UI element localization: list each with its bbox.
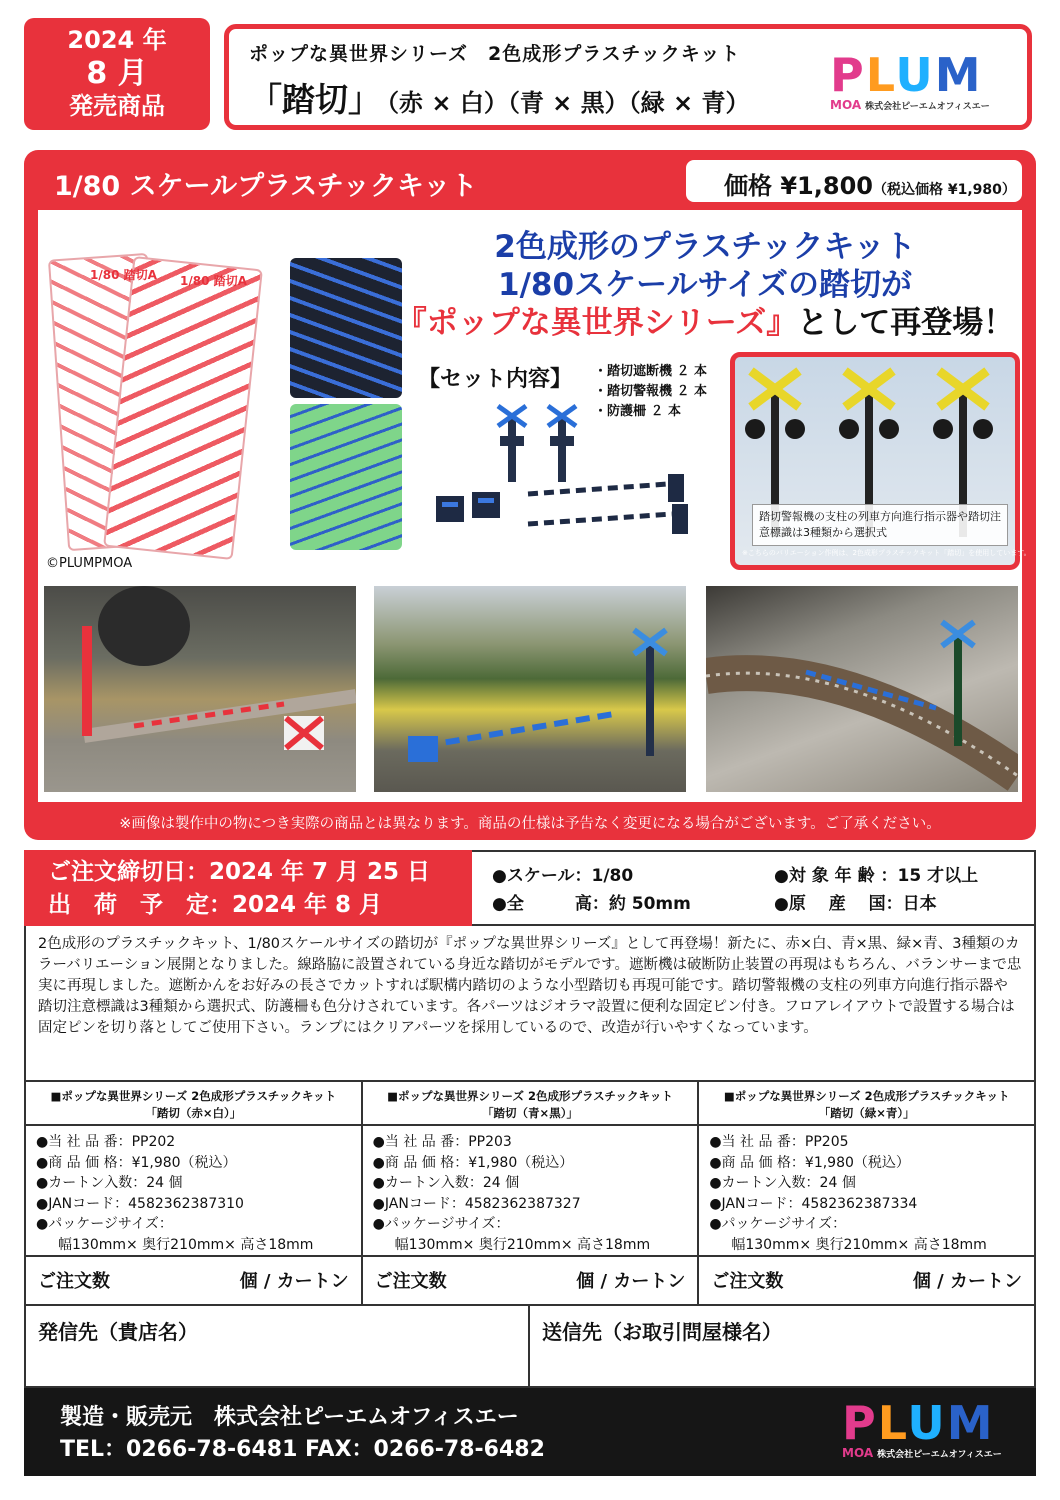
product-column-red-white xyxy=(26,1082,363,1304)
crossing-gate-icon xyxy=(528,474,688,534)
product-description: 2色成形のプラスチックキット、1/80スケールサイズの踏切が『ポップな異世界シリーズ』として再登場！新たに、赤×白、青×黒、緑×青、3種類のカラーバリエーション展開となりました。線路脇に設置されている身近な踏切がモデルです。遮断機は破断防止装置の再現はもちろん、バランサーまで忠実に再現しました。遮断かんをお好みの長さでカットすれば駅構内踏切のような小型踏切も再現可能です。踏切警報機の支柱の列車方向進行指示器や踏切注意標識は3種類から選択式、防護柵も色分けされています。各パーツはジオラマ設置に便利な固定ピン付き。フロアレイアウトで設置する場合は固定ピンを切り落としてご使用下さい。ランプにはクリアパーツを採用しているので、改造が行いやすくなっています。 xyxy=(24,926,1036,1082)
price-tax: （税込価格 ¥1,980） xyxy=(872,182,1016,198)
product-price: ●商 品 価 格：¥1,980（税込） xyxy=(709,1154,910,1171)
release-year: 2024 年 xyxy=(67,26,167,54)
maker-info: 製造・販売元 株式会社ピーエムオフィスエー xyxy=(60,1405,519,1430)
release-month: 8 月 xyxy=(86,56,148,91)
price: 価格 ¥1,800 xyxy=(724,172,873,200)
product-series: ■ポップな異世界シリーズ 2色成形プラスチックキット xyxy=(723,1089,1010,1103)
order-quantity-field[interactable]: ご注文数 個 / カートン xyxy=(374,1271,686,1292)
product-name: 「踏切（緑×青）」 xyxy=(818,1106,915,1120)
product-package-size: 幅130mm× 奥行210mm× 高さ18mm xyxy=(394,1236,651,1253)
series-name: ポップな異世界シリーズ 2色成形プラスチックキット xyxy=(249,43,741,65)
runner-label-2: 1/80 踏切A xyxy=(180,274,247,288)
set-item: ・防護柵 ２ 本 xyxy=(594,404,682,419)
product-name: 「踏切（青×黒）」 xyxy=(482,1106,578,1120)
spec-height: ●全 高：約 50mm xyxy=(492,894,691,914)
contact-info: TEL：0266-78-6481 FAX：0266-78-6482 xyxy=(60,1437,545,1462)
logo-sub-brand: MOA xyxy=(830,98,862,112)
set-item: ・踏切遮断機 ２ 本 xyxy=(594,364,708,379)
product-series: ■ポップな異世界シリーズ 2色成形プラスチックキット xyxy=(387,1089,673,1103)
product-code: ●当 社 品 番：PP203 xyxy=(372,1134,512,1150)
order-deadline-box xyxy=(24,850,472,926)
product-series: ■ポップな異世界シリーズ 2色成形プラスチックキット xyxy=(50,1089,337,1103)
catch-line-3-highlight: 『ポップな異世界シリーズ』 xyxy=(395,305,798,341)
catch-line-1: 2色成形のプラスチックキット xyxy=(494,229,916,265)
spec-origin: ●原 産 国：日本 xyxy=(774,894,937,914)
plum-logo: PLUM MOA 株式会社ピーエムオフィスエー xyxy=(830,48,990,112)
product-column-blue-black xyxy=(363,1082,700,1304)
set-item: ・踏切警報機 ２ 本 xyxy=(594,384,708,399)
logo-sub-brand: MOA xyxy=(842,1446,874,1460)
runner-label: 1/80 踏切A xyxy=(90,268,157,282)
product-code: ●当 社 品 番：PP205 xyxy=(709,1134,849,1150)
copyright: ©PLUMPMOA xyxy=(46,556,133,571)
product-jan: ●JANコード：4582362387334 xyxy=(709,1195,918,1212)
product-jan: ●JANコード：4582362387310 xyxy=(36,1195,244,1212)
disclaimer-notice: ※画像は製作中の物につき実際の商品とは異なります。商品の仕様は予告なく変更になる場合がございます。ご了承ください。 xyxy=(119,816,941,832)
spec-scale: ●スケール：1/80 xyxy=(492,866,634,886)
product-jan: ●JANコード：4582362387327 xyxy=(372,1195,581,1212)
release-badge xyxy=(24,18,210,130)
order-quantity-field[interactable]: ご注文数 個 / カートン xyxy=(711,1271,1023,1292)
release-label: 発売商品 xyxy=(69,92,165,120)
product-package-size: 幅130mm× 奥行210mm× 高さ18mm xyxy=(58,1236,314,1253)
product-order-table xyxy=(24,1082,1036,1306)
product-title-main: 「踏切」 xyxy=(249,80,381,119)
catch-copy xyxy=(380,228,1030,342)
price-box xyxy=(686,160,1022,202)
inset-caption: ※こちらのバリエーション作例は、2色成形プラスチックキット「踏切」を使用しています。 xyxy=(742,549,1031,557)
product-package: ●パッケージサイズ： xyxy=(709,1216,847,1232)
product-price: ●商 品 価 格：¥1,980（税込） xyxy=(372,1154,574,1171)
parts-illustration xyxy=(428,396,728,556)
order-quantity-field[interactable]: ご注文数 個 / カートン xyxy=(38,1271,349,1292)
product-code: ●当 社 品 番：PP202 xyxy=(36,1134,176,1150)
catch-line-3-rest: として再登場！ xyxy=(797,305,1015,341)
product-carton: ●カートン入数：24 個 xyxy=(372,1175,520,1191)
product-name: 「踏切（赤×白）」 xyxy=(145,1106,242,1120)
diorama-photo-2 xyxy=(374,586,686,792)
product-price: ●商 品 価 格：¥1,980（税込） xyxy=(36,1154,237,1171)
product-package: ●パッケージサイズ： xyxy=(372,1216,510,1232)
set-contents-title: 【セット内容】 xyxy=(418,367,573,392)
logo-company: 株式会社ピーエムオフィスエー xyxy=(865,102,990,112)
product-carton: ●カートン入数：24 個 xyxy=(709,1175,856,1191)
runner-green-image xyxy=(290,404,402,550)
logo-company: 株式会社ピーエムオフィスエー xyxy=(877,1450,1002,1460)
diorama-photo-1 xyxy=(44,586,356,792)
inset-note: 踏切警報機の支柱の列車方向進行指示器や踏切注意標識は3種類から選択式 xyxy=(752,504,1008,546)
product-package-size: 幅130mm× 奥行210mm× 高さ18mm xyxy=(731,1236,987,1253)
plum-logo-footer: PLUM MOA 株式会社ピーエムオフィスエー xyxy=(842,1396,1002,1460)
panel-title: 1/80 スケールプラスチックキット xyxy=(54,171,478,202)
sender-field[interactable]: 発信先（貴店名） xyxy=(24,1306,530,1388)
shipping-schedule: 出 荷 予 定：2024 年 8 月 xyxy=(48,892,383,918)
spec-age: ●対 象 年 齢 ：15 才以上 xyxy=(774,866,979,886)
product-variants: （赤 × 白）（青 × 黒）（緑 × 青） xyxy=(387,89,750,117)
receiver-field[interactable]: 送信先（お取引問屋様名） xyxy=(530,1306,1036,1388)
guard-fence-icon xyxy=(436,492,500,522)
product-column-green-blue xyxy=(699,1082,1034,1304)
crossing-signal-icon xyxy=(498,406,576,482)
order-deadline: ご注文締切日：2024 年 7 月 25 日 xyxy=(48,859,431,885)
product-package: ●パッケージサイズ： xyxy=(36,1216,173,1232)
spec-box xyxy=(472,850,1036,926)
diorama-photo-3 xyxy=(706,586,1018,792)
catch-line-2: 1/80スケールサイズの踏切が xyxy=(498,267,912,303)
product-carton: ●カートン入数：24 個 xyxy=(36,1175,183,1191)
